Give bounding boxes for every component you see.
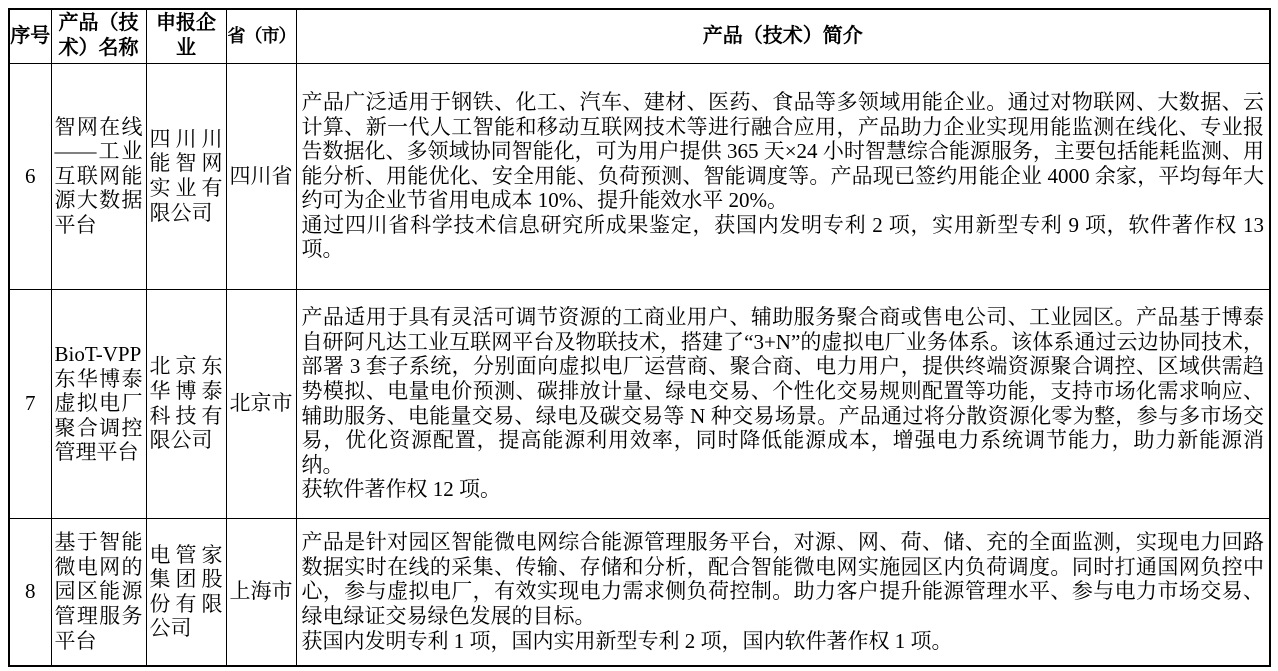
cell-no: 7 [9,289,51,518]
cell-intro [296,63,1270,289]
table-row [9,63,1270,289]
header-serial-number: 序号 [9,9,51,63]
cell-product: BioT-VPP东华博泰虚拟电厂聚合调控管理平台 [51,289,146,518]
intro-paragraph: 产品适用于具有灵活可调节资源的工商业用户、辅助服务聚合商或售电公司、工业园区。产品基于博泰自研阿凡达工业互联网平台及物联技术，搭建了“3+N”的虚拟电厂业务体系。该体系通过云边协同技术，部署 3 套子系统，分别面向虚拟电厂运营商、聚合商、电力用户，提供终端资源聚合调控、区域供需趋势模拟、电量电价预测、碳排放计量、绿电交易、个性化交易规则配置等功能，支持市场化需求响应、辅助服务、电能量交易、绿电及碳交易等 N 种交易场景。产品通过将分散资源化零为整，参与多市场交易，优化资源配置，提高能源利用效率，同时降低能源成本，增强电力系统调节能力，助力新能源消纳。 [301,305,1264,477]
cell-no: 6 [9,63,51,289]
cell-intro [296,289,1270,518]
cell-province: 上海市 [226,518,296,666]
cell-product: 基于智能微电网的园区能源管理服务平台 [51,518,146,666]
header-product-introduction: 产品（技术）简介 [296,9,1270,63]
cell-no: 8 [9,518,51,666]
table-body [9,63,1270,666]
intro-paragraph: 产品广泛适用于钢铁、化工、汽车、建材、医药、食品等多领域用能企业。通过对物联网、大数据、云计算、新一代人工智能和移动互联网技术等进行融合应用，产品助力企业实现用能监测在线化、专业报告数据化、多领域协同智能化，可为用户提供 365 天×24 小时智慧综合能源服务，主要包括能耗监测、用能分析、用能优化、安全用能、负荷预测、智能调度等。产品现已签约用能企业 4000 余家，平均每年大约可为企业节省用电成本 10%、提升能效水平 20%。 [301,89,1264,213]
table-row [9,518,1270,666]
header-province-city: 省（市） [226,9,296,63]
header-product-name: 产品（技术）名称 [51,9,146,63]
header-declaring-enterprise: 申报企业 [146,9,226,63]
cell-company: 北京东华博泰科技有限公司 [146,289,226,518]
intro-paragraph: 产品是针对园区智能微电网综合能源管理服务平台，对源、网、荷、储、充的全面监测，实现电力回路数据实时在线的采集、传输、存储和分析，配合智能微电网实施园区内负荷调度。同时打通国网负控中心，参与虚拟电厂，有效实现电力需求侧负荷控制。助力客户提升能源管理水平、参与电力市场交易、绿电绿证交易绿色发展的目标。 [301,530,1264,629]
intro-paragraph: 通过四川省科学技术信息研究所成果鉴定，获国内发明专利 2 项，实用新型专利 9 项，软件著作权 13 项。 [301,212,1264,262]
intro-paragraph: 获国内发明专利 1 项，国内实用新型专利 2 项，国内软件著作权 1 项。 [301,628,953,653]
cell-product: 智网在线——工业互联网能源大数据平台 [51,63,146,289]
cell-province: 北京市 [226,289,296,518]
table-header [9,9,1270,63]
table-row [9,289,1270,518]
cell-company: 电管家集团股份有限公司 [146,518,226,666]
header-row [9,9,1270,63]
cell-company: 四川川能智网实业有限公司 [146,63,226,289]
cell-intro [296,518,1270,666]
product-technology-table [8,8,1271,667]
cell-province: 四川省 [226,63,296,289]
intro-paragraph: 获软件著作权 12 项。 [301,477,501,502]
